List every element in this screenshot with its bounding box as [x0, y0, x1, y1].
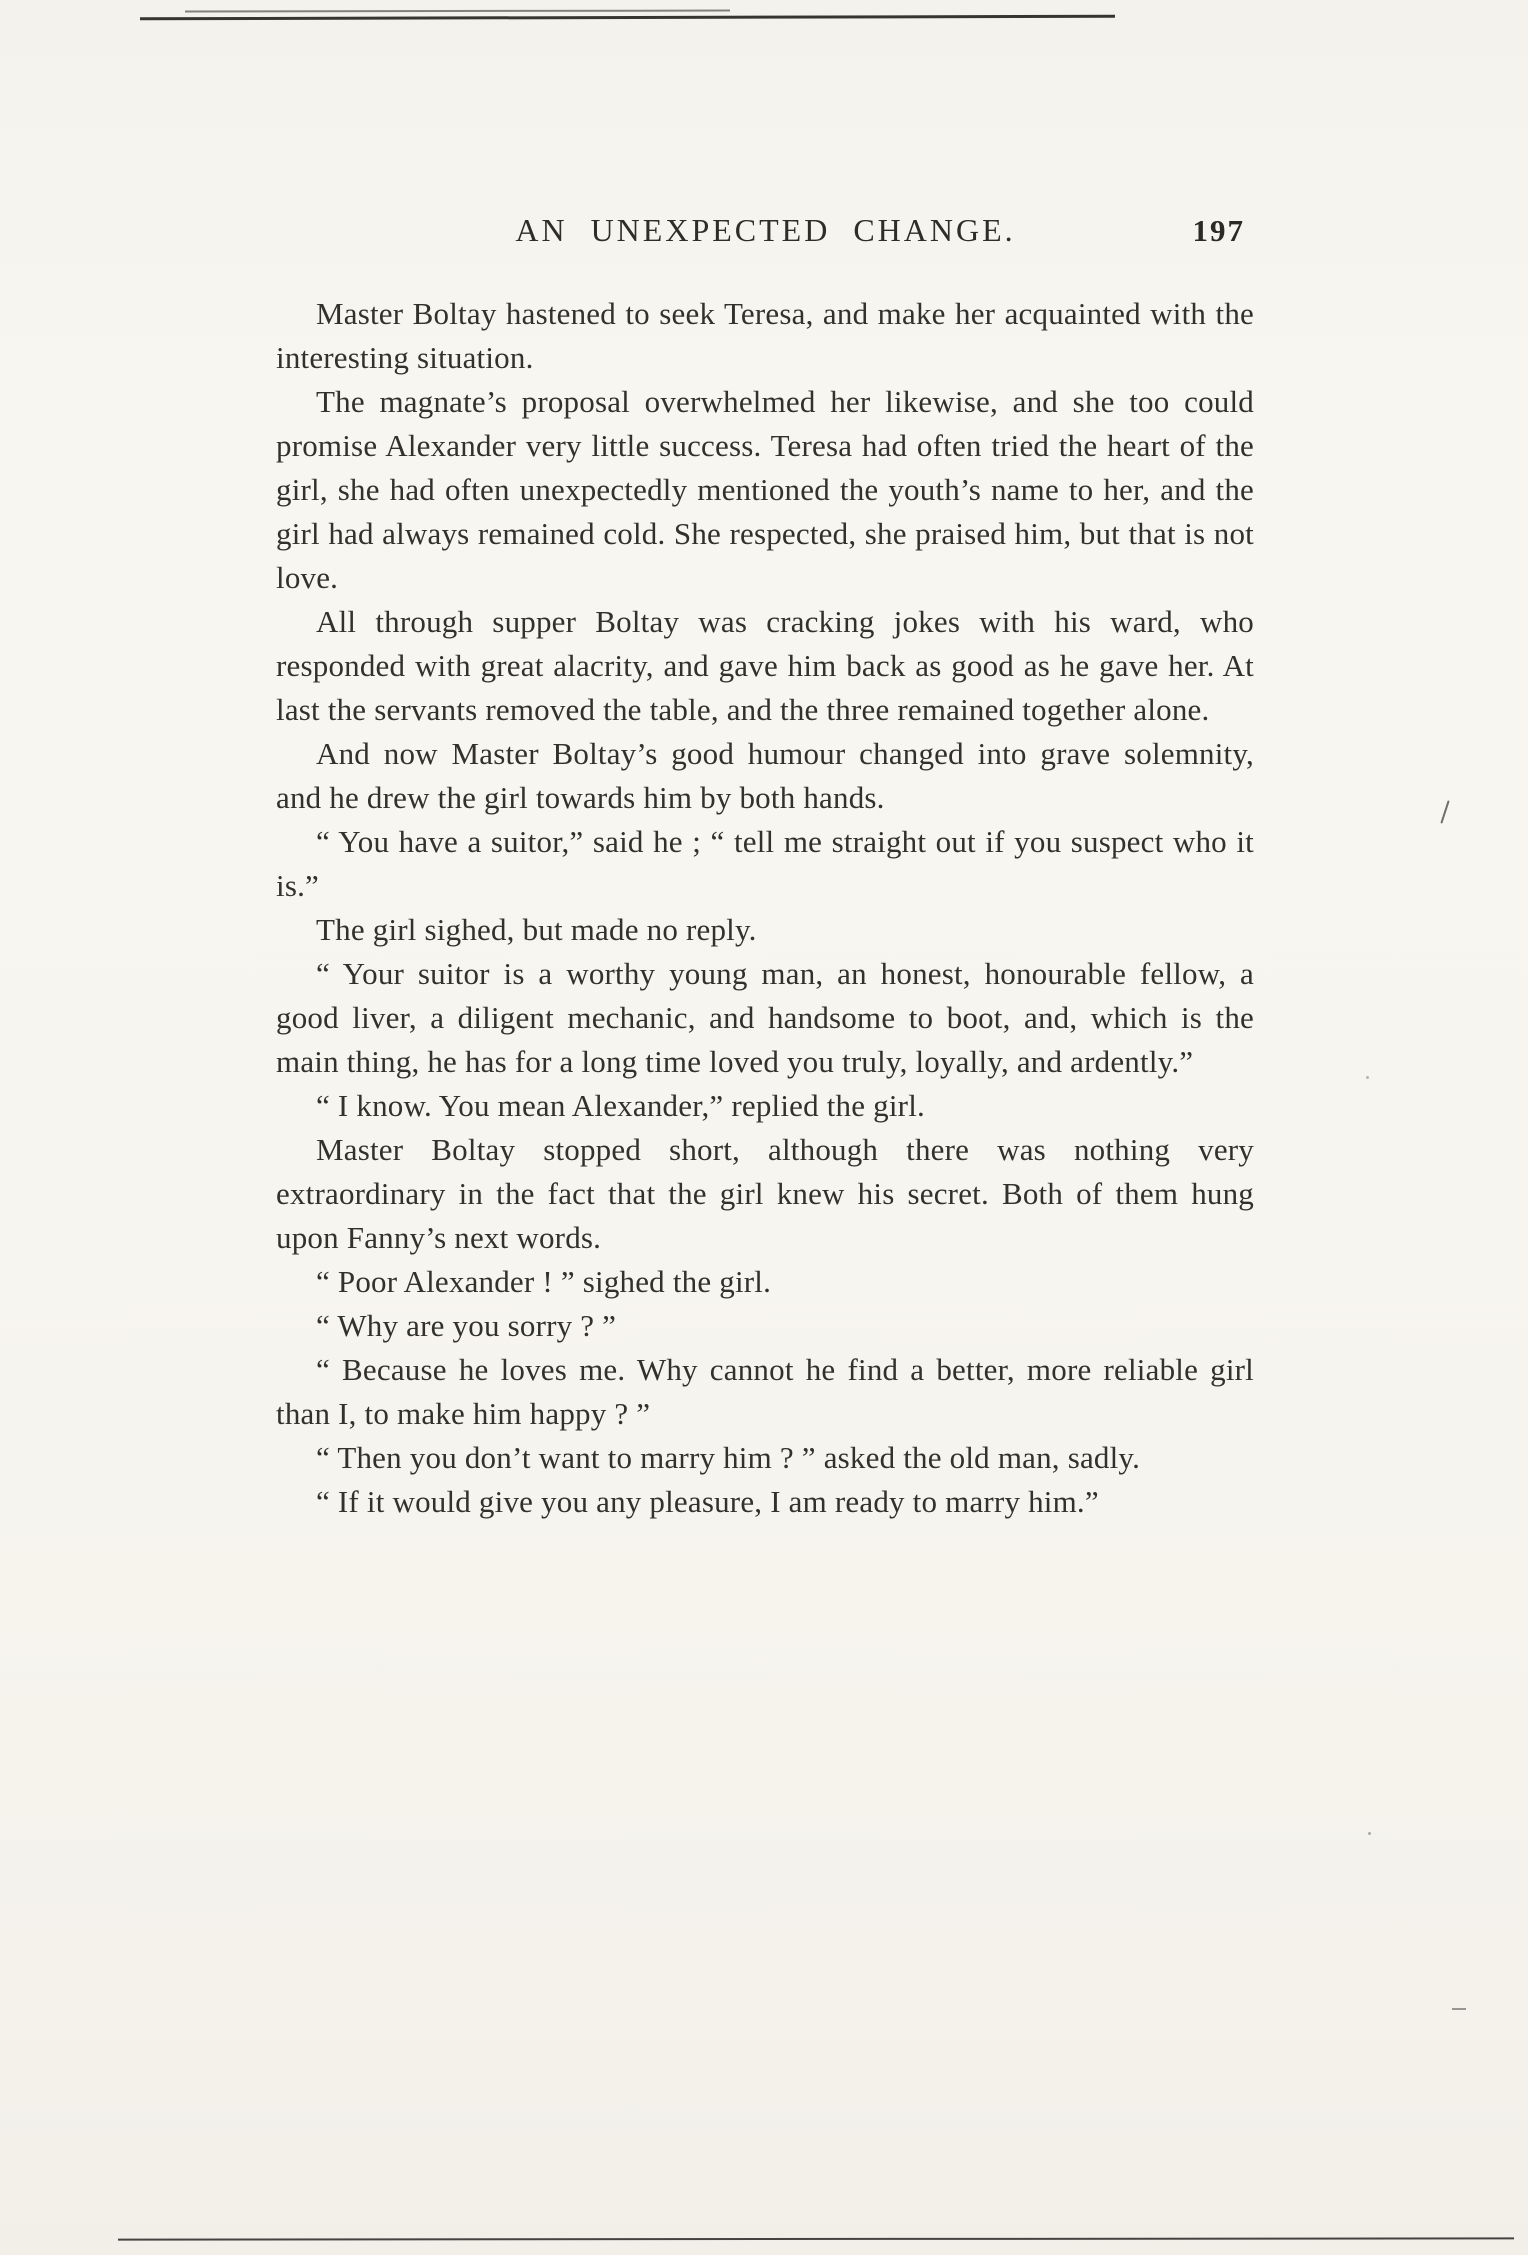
paragraph: “ Then you don’t want to marry him ? ” asked the old man, sadly. — [316, 1440, 1141, 1475]
paragraph: Master Boltay hastened to seek Teresa, and make her acquainted with the interesting situation. — [276, 296, 1254, 375]
paragraph: All through supper Boltay was cracking jokes with his ward, who responded with great alacrity, and gave him back as good as he gave her. At last the servants removed the table, and the three remained together alone. — [276, 604, 1254, 727]
scan-artifact-top-line — [140, 15, 1115, 21]
paragraph: And now Master Boltay’s good humour changed into grave solemnity, and he drew the girl towards him by both hands. — [276, 736, 1254, 815]
paragraph: “ You have a suitor,” said he ; “ tell me straight out if you suspect who it is.” — [276, 824, 1254, 903]
page-number: 197 — [1192, 213, 1245, 248]
scan-artifact-speck — [1366, 1076, 1369, 1079]
paragraph: “ Your suitor is a worthy young man, an honest, honourable fellow, a good liver, a diligent mechanic, and handsome to boot, and, which is the main thing, he has for a long time loved you truly, loyally, and ardently.” — [276, 956, 1254, 1079]
scan-artifact-top-line-ghost — [185, 10, 730, 13]
text-block — [276, 292, 1254, 1524]
paragraph: “ I know. You mean Alexander,” replied the girl. — [316, 1088, 925, 1123]
scan-artifact-speck — [1452, 2008, 1466, 2010]
scan-artifact-bottom-line — [118, 2237, 1514, 2240]
paragraph: Master Boltay stopped short, although there was nothing very extraordinary in the fact that the girl knew his secret. Both of them hung upon Fanny’s next words. — [276, 1132, 1254, 1255]
page-header — [278, 212, 1253, 256]
running-title: AN UNEXPECTED CHANGE. — [515, 212, 1016, 248]
paragraph: “ If it would give you any pleasure, I am ready to marry him.” — [316, 1484, 1099, 1519]
paragraph: “ Because he loves me. Why cannot he find a better, more reliable girl than I, to make him happy ? ” — [276, 1352, 1254, 1431]
paragraph: “ Why are you sorry ? ” — [316, 1308, 617, 1343]
paragraph: The magnate’s proposal overwhelmed her likewise, and she too could promise Alexander very little success. Teresa had often tried the heart of the girl, she had often unexpectedly mentioned the youth’s name to her, and the girl had always remained cold. She respected, she praised him, but that is not love. — [276, 384, 1254, 595]
scan-artifact-speck — [1368, 1832, 1371, 1835]
paragraph: “ Poor Alexander ! ” sighed the girl. — [316, 1264, 772, 1299]
paragraph: The girl sighed, but made no reply. — [316, 912, 757, 947]
scan-artifact-stray-mark — [1440, 800, 1449, 823]
